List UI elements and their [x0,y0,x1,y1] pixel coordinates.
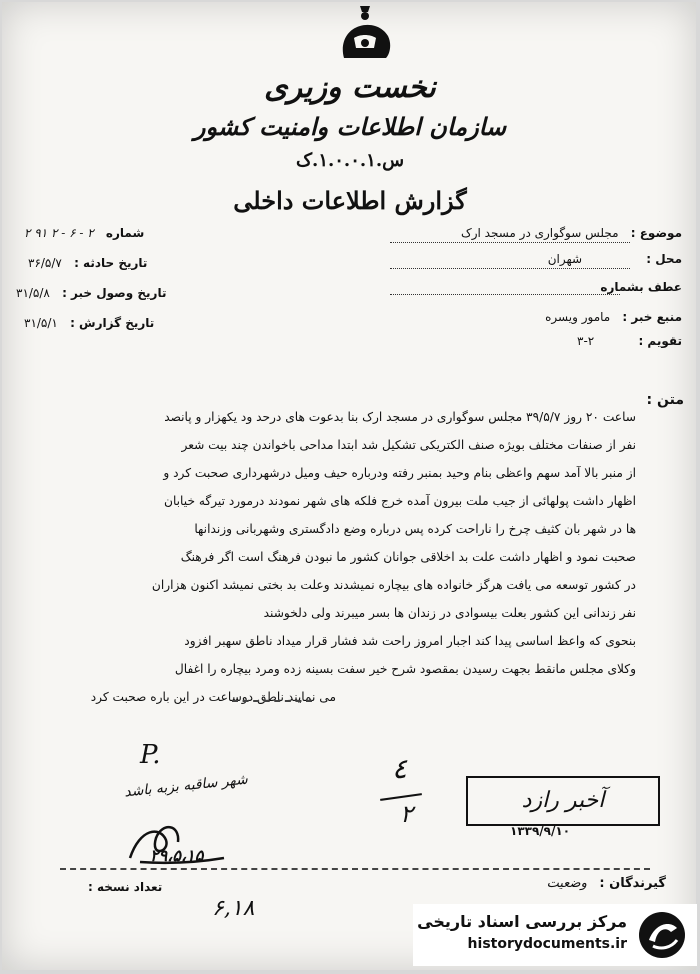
assessment-value: ۲-۳ [577,334,595,348]
subject-value: مجلس سوگواری در مسجد ارک [460,226,619,240]
body-line: صحبت نمود و اظهار داشت علت بد اخلاقی جوانان کشور ما نبودن فرهنگ است اگر فرهنگ [180,550,636,564]
copies-label: تعداد نسخه : [88,880,163,894]
report-date-field [24,316,154,330]
watermark-url: historydocuments.ir [467,936,627,952]
place-field [548,252,682,266]
lion-and-sun-emblem-icon [330,4,400,62]
place-dotted-line [390,268,630,269]
body-line: اظهار داشت پولهائی از جیب ملت بیرون آمده خرج فلکه های شهر نمودند درمورد تیرگه خیابان [164,494,636,508]
report-date-label: تاریخ گزارش : [70,316,155,330]
archive-logo-icon [637,910,687,960]
ref-label: عطف بشماره [600,280,682,294]
event-date-value: ۳۶/۵/۷ [28,256,62,270]
text-label: متن : [646,392,684,408]
history-documents-watermark [413,904,697,966]
fraction-denominator: ۲ [400,800,413,828]
ref-dotted-line [390,294,620,295]
signature-date: ۲۹،۵،۱۵ [150,846,204,865]
body-line: در کشور توسعه می یافت هرگز خانواده های بیچاره نمیشدند وعلت بد بختی نمیشد اکنون هزاران [151,578,636,592]
receipt-date-value: ۳۱/۵/۸ [16,286,50,300]
org-subtitle: سازمان اطلاعات وامنیت کشور [193,112,507,141]
subject-label: موضوع : [630,226,682,240]
place-value: شهران [547,252,583,266]
body-line: وکلای مجلس مانقط بجهت رسیدن بمقصود شرح خیر سفت بسینه زده ومرد بیچاره را اغفال [174,662,636,676]
watermark-title: مرکز بررسی اسناد تاریخی [417,912,627,931]
body-line: نفر از صنفات مختلف بویژه صنف الکتریکی تشکیل شد ابتدا مداحی باخواندن چند بیت شعر [181,438,636,452]
signature-scribble-icon [120,818,230,868]
archive-stamp: آخبر رازد [466,776,660,826]
body-line: ها در شهر بان کثیف چرخ را ناراحت کرده پس درباره وضع دادگستری وشهربانی وزندانها [194,522,636,536]
recipients-value: وضعیت [546,876,587,891]
report-date-value: ۳۱/۵/۱ [24,316,58,330]
footer-divider [60,868,650,870]
body-line: از منبر بالا آمد سهم واعظی بنام وحید بمنبر رفته ودرباره حیف ومیل درشهرداری صحبت کرد و [163,466,636,480]
subject-dotted-line [390,242,630,243]
source-field [545,310,682,324]
number-label: شماره [105,226,145,240]
subject-field [461,226,682,240]
handwritten-note-side: شهر ساقبه بزبه باشد [123,771,249,801]
place-label: محل : [646,252,682,266]
assessment-label: تقویم : [638,334,682,348]
end-dash [232,700,312,702]
assessment-field [577,334,682,348]
number-field [24,226,144,240]
recipients-label: گیرندگان : [599,876,666,891]
ref-field [600,280,682,294]
source-value: مامور ویسره [545,310,611,324]
body-line: می نمایند ناطق دوساعت در این باره صحبت کرد [90,690,336,704]
fraction-numerator: ٤ [392,752,408,785]
body-line: بنحوی که واعظ اساسی پیدا کند اجبار امروز راحت شد فشار قرار میداد ناطق سهبر افزود [184,634,636,648]
report-title: گزارش اطلاعات داخلی [233,186,467,215]
event-date-field [28,256,147,270]
org-code: س.۱.۰.۰.۱.ک [295,150,405,171]
recipients-field [547,876,666,891]
stamp-date: ۱۳۳۹/۹/۱۰ [510,824,571,838]
receipt-date-field [16,286,166,300]
body-line: نفر زندانی این کشور بعلت بیسوادی در زندان ها بسر میبرند ولی دلخوشند [263,606,636,620]
bottom-number: ۶,۱۸ [212,896,255,921]
receipt-date-label: تاریخ وصول خبر : [62,286,167,300]
source-label: منبع خبر : [622,310,682,324]
event-date-label: تاریخ حادثه : [74,256,148,270]
number-value: ۲ - ۶ - ۲ ۹۱ ۲ [24,226,94,240]
org-title: نخست وزیری [264,70,436,105]
body-line: ساعت ۲۰ روز ۳۹/۵/۷ مجلس سوگواری در مسجد ارک بنا بدعوت های درحد ود یکهزار و پانصد [164,410,636,424]
handwritten-note-top: P. [140,740,161,770]
